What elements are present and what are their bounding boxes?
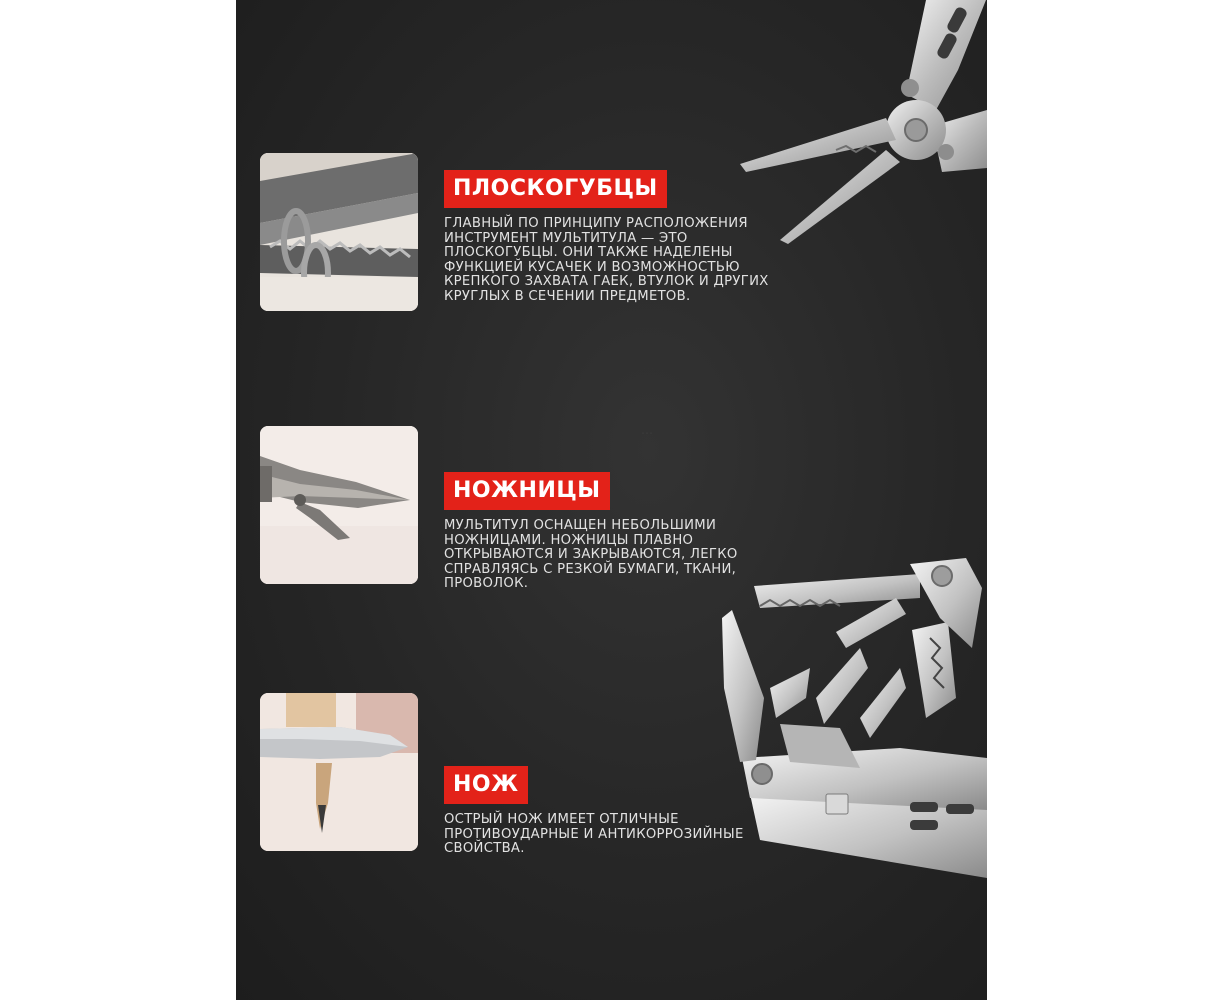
product-card <box>236 0 987 1000</box>
feature-title: НОЖНИЦЫ <box>444 472 610 510</box>
knife-photo <box>260 693 418 851</box>
feature-description: МУЛЬТИТУЛ ОСНАЩЕН НЕБОЛЬШИМИ НОЖНИЦАМИ. НОЖНИЦЫ ПЛАВНО ОТКРЫВАЮТСЯ И ЗАКРЫВАЮТСЯ, ЛЕГКО СПРАВЛЯЯСЬ С РЕЗКОЙ БУМАГИ, ТКАНИ, ПРОВОЛОК. <box>444 518 738 592</box>
feature-description: ГЛАВНЫЙ ПО ПРИНЦИПУ РАСПОЛОЖЕНИЯ ИНСТРУМЕНТ МУЛЬТИТУЛА — ЭТО ПЛОСКОГУБЦЫ. ОНИ ТАКЖЕ НАДЕЛЕНЫ ФУНКЦИЕЙ КУСАЧЕК И ВОЗМОЖНОСТЬЮ КРЕПКОГО ЗАХВАТА ГАЕК, ВТУЛОК И ДРУГИХ КРУГЛЫХ В СЕЧЕНИИ ПРЕДМЕТОВ. <box>444 216 769 304</box>
feature-description: ОСТРЫЙ НОЖ ИМЕЕТ ОТЛИЧНЫЕ ПРОТИВОУДАРНЫЕ И АНТИКОРРОЗИЙНЫЕ СВОЙСТВА. <box>444 812 744 857</box>
watermark: ⋯ <box>641 426 653 440</box>
scissors-photo <box>260 426 418 584</box>
feature-title: НОЖ <box>444 766 528 804</box>
multitool-pliers-image <box>736 0 987 245</box>
feature-pliers <box>444 170 774 305</box>
feature-title: ПЛОСКОГУБЦЫ <box>444 170 667 208</box>
multitool-open-image <box>720 548 987 878</box>
pliers-photo <box>260 153 418 311</box>
